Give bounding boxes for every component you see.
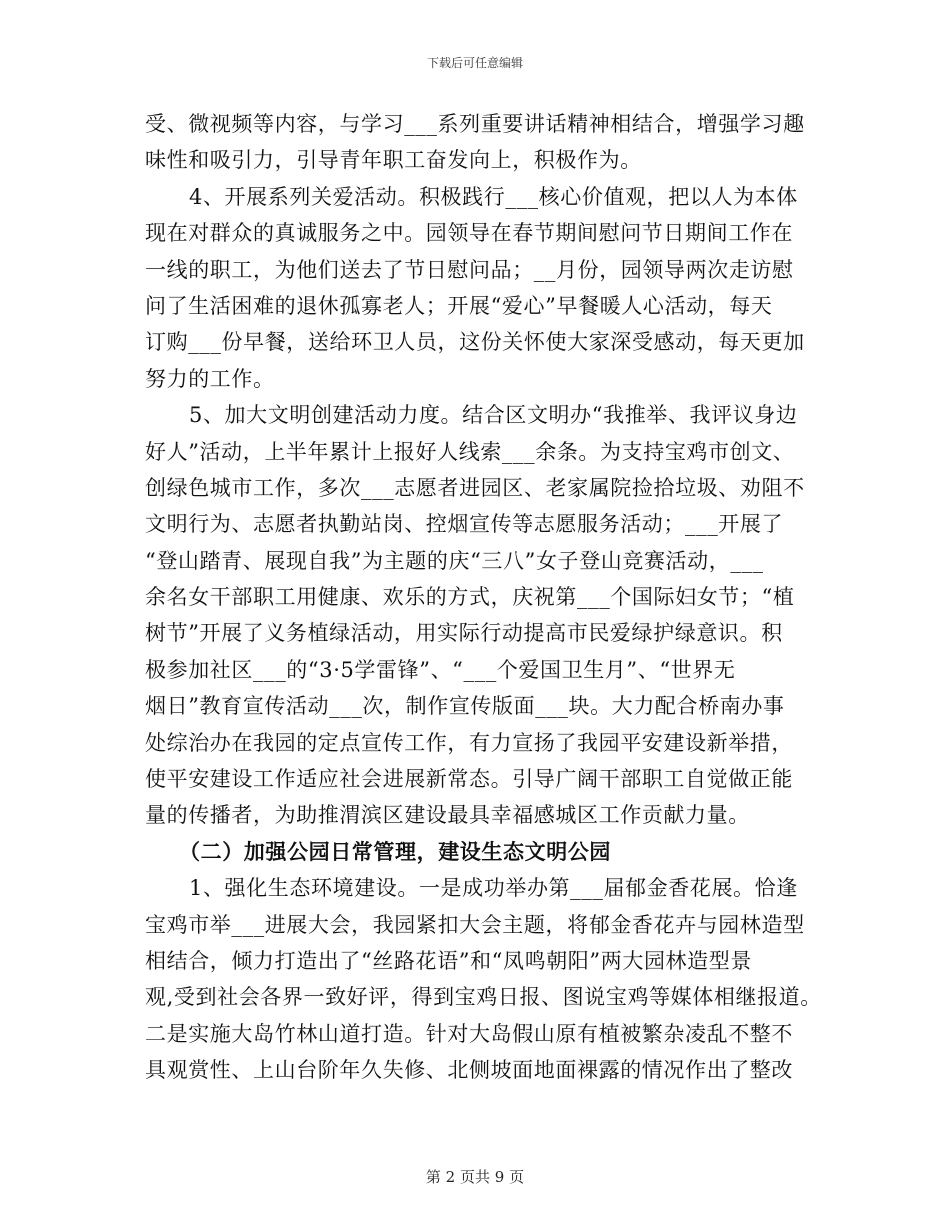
text-line: 极参加社区___的“3·5学雷锋”、“___个爱国卫生月”、“世界无	[145, 657, 736, 682]
text-line: 创绿色城市工作，多次___志愿者进园区、老家属院捡拾垃圾、劝阻不	[145, 475, 805, 500]
text-line: 宝鸡市举___进展大会，我园紧扣大会主题，将郁金香花卉与园林造型	[145, 912, 805, 937]
text-line: 树节”开展了义务植绿活动，用实际行动提高市民爱绿护绿意识。积	[145, 621, 783, 646]
paragraph-start: 1、强化生态环境建设。一是成功举办第___届郁金香花展。恰逢	[189, 876, 798, 901]
text-line: 一线的职工，为他们送去了节日慰问品；__月份，园领导两次走访慰	[145, 257, 794, 282]
text-line: 现在对群众的真诚服务之中。园领导在春节期间慰问节日期间工作在	[145, 221, 793, 246]
text-line: 好人”活动，上半年累计上报好人线索___余条。为支持宝鸡市创文、	[145, 439, 795, 464]
text-line: 问了生活困难的退休孤寡老人；开展“爱心”早餐暖人心活动，每天	[145, 293, 773, 318]
text-line: 订购___份早餐，送给环卫人员，这份关怀使大家深受感动，每天更加	[145, 330, 805, 355]
text-line: 具观赏性、上山台阶年久失修、北侧坡面地面裸露的情况作出了整改	[145, 1058, 793, 1083]
text-line: 二是实施大岛竹林山道打造。针对大岛假山原有植被繁杂凌乱不整不	[145, 1021, 793, 1046]
text-line: 使平安建设工作适应社会进展新常态。引导广阔干部职工自觉做正能	[145, 767, 793, 792]
paragraph-start: 4、开展系列关爱活动。积极践行___核心价值观，把以人为本体	[189, 184, 798, 209]
text-line: 观,受到社会各界一致好评，得到宝鸡日报、图说宝鸡等媒体相继报道。	[145, 985, 822, 1010]
text-line: 文明行为、志愿者执勤站岗、控烟宣传等志愿服务活动；___开展了	[145, 512, 784, 537]
text-line: “登山踏青、展现自我”为主题的庆“三八”女子登山竞赛活动，___	[145, 548, 764, 573]
text-line: 余名女干部职工用健康、欢乐的方式，庆祝第___个国际妇女节；“植	[145, 585, 795, 610]
text-line: 味性和吸引力，引导青年职工奋发向上，积极作为。	[145, 148, 642, 173]
text-line: 烟日”教育宣传活动___次，制作宣传版面___块。大力配合桥南办事	[145, 694, 785, 719]
section-heading: （二）加强公园日常管理，建设生态文明公园	[179, 838, 611, 864]
paragraph-start: 5、加大文明创建活动力度。结合区文明办“我推举、我评议身边	[189, 403, 798, 428]
text-line: 处综治办在我园的定点宣传工作，有力宣扬了我园平安建设新举措，	[145, 730, 793, 755]
page-number: 第 2 页共 9 页	[425, 1168, 525, 1186]
page-header: 下载后可任意编辑	[426, 56, 523, 70]
document-body	[145, 106, 822, 1089]
text-line: 受、微视频等内容，与学习___系列重要讲话精神相结合，增强学习趣	[145, 112, 805, 136]
text-line: 努力的工作。	[145, 366, 275, 391]
text-line: 相结合，倾力打造出了“丝路花语”和“凤鸣朝阳”两大园林造型景	[145, 948, 752, 973]
text-line: 量的传播者，为助推渭滨区建设最具幸福感城区工作贡献力量。	[145, 803, 750, 828]
